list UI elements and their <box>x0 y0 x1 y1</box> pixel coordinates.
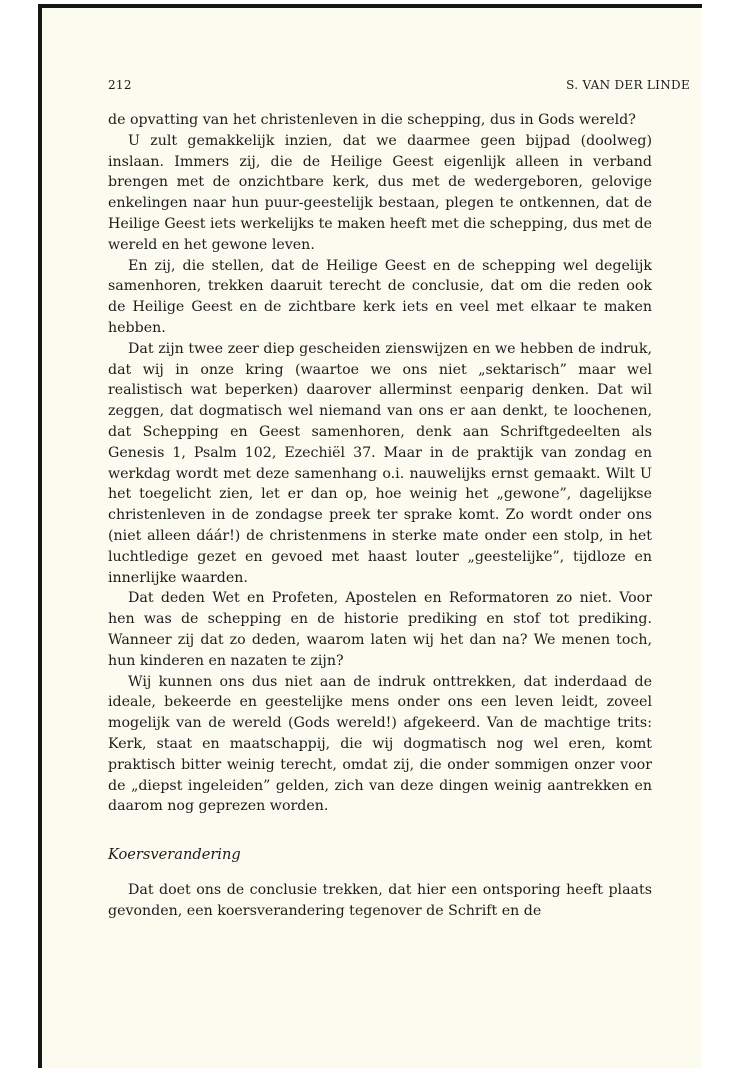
running-title: S. VAN DER LINDE <box>566 78 690 92</box>
paragraph: U zult gemakkelijk inzien, dat we daarmee geen bijpad (doolweg) inslaan. Immers zij, die de Heilige Geest eigenlijk alleen in verband brengen met de onzichtbare kerk, dus met de wedergeboren, gelovige enkelingen naar hun puur-geestelijk bestaan, plegen te ontkennen, dat de Heilige Geest iets werkelijks te maken heeft met die schepping, dus met de wereld en het gewone leven. <box>108 132 652 253</box>
paragraph: Dat doet ons de conclusie trekken, dat hier een ontsporing heeft plaats gevonden, een koersverandering tegenover de Schrift en de <box>108 881 652 919</box>
paragraph: de opvatting van het christenleven in die schepping, dus in Gods wereld? <box>108 112 636 128</box>
running-header <box>108 78 690 92</box>
paragraph: Wij kunnen ons dus niet aan de indruk onttrekken, dat inderdaad de ideale, bekeerde en geestelijke mens onder ons een leven leidt, zoveel mogelijk van de wereld (Gods wereld!) afgekeerd. Van de machtige trits: Kerk, staat en maatschappij, die wij dogmatisch nog wel eren, komt praktisch bitter weinig terecht, omdat zij, die onder sommigen onzer voor de „diepst ingeleiden” gelden, zich van deze dingen weinig aantrekken en daarom nog geprezen worden. <box>108 673 652 815</box>
paragraph: Dat deden Wet en Profeten, Apostelen en Reformatoren zo niet. Voor hen was de schepping en de historie prediking en stof tot prediking. Wanneer zij dat zo deden, waarom laten wij het dan na? We menen toch, hun kinderen en nazaten te zijn? <box>108 590 652 669</box>
section-heading: Koersverandering <box>108 846 241 864</box>
body-text <box>108 110 652 921</box>
page-number: 212 <box>108 78 132 92</box>
paragraph: En zij, die stellen, dat de Heilige Geest en de schepping wel degelijk samenhoren, trekken daaruit terecht de conclusie, dat om die reden ook de Heilige Geest en de zichtbare kerk iets en veel met elkaar te maken hebben. <box>108 257 652 336</box>
paragraph: Dat zijn twee zeer diep gescheiden zienswijzen en we hebben de indruk, dat wij in onze kring (waartoe we ons niet „sektarisch” maar wel realistisch wat beperken) daarover allerminst eenparig denken. Dat wil zeggen, dat dogmatisch wel niemand van ons er aan denkt, te loochenen, dat Schepping en Geest samenhoren, denk aan Schriftgedeelten als Genesis 1, Psalm 102, Ezechiël 37. Maar in de praktijk van zondag en werkdag wordt met deze samenhang o.i. nauwelijks ernst gemaakt. Wilt U het toegelicht zien, let er dan op, hoe weinig het „gewone”, dagelijkse christenleven in de zondagse preek ter sprake komt. Zo wordt onder ons (niet alleen dáár!) de christenmens in sterke mate onder een stolp, in het luchtledige gezet en gevoed met haast louter „geestelijke”, tijdloze en innerlijke waarden. <box>108 340 652 586</box>
